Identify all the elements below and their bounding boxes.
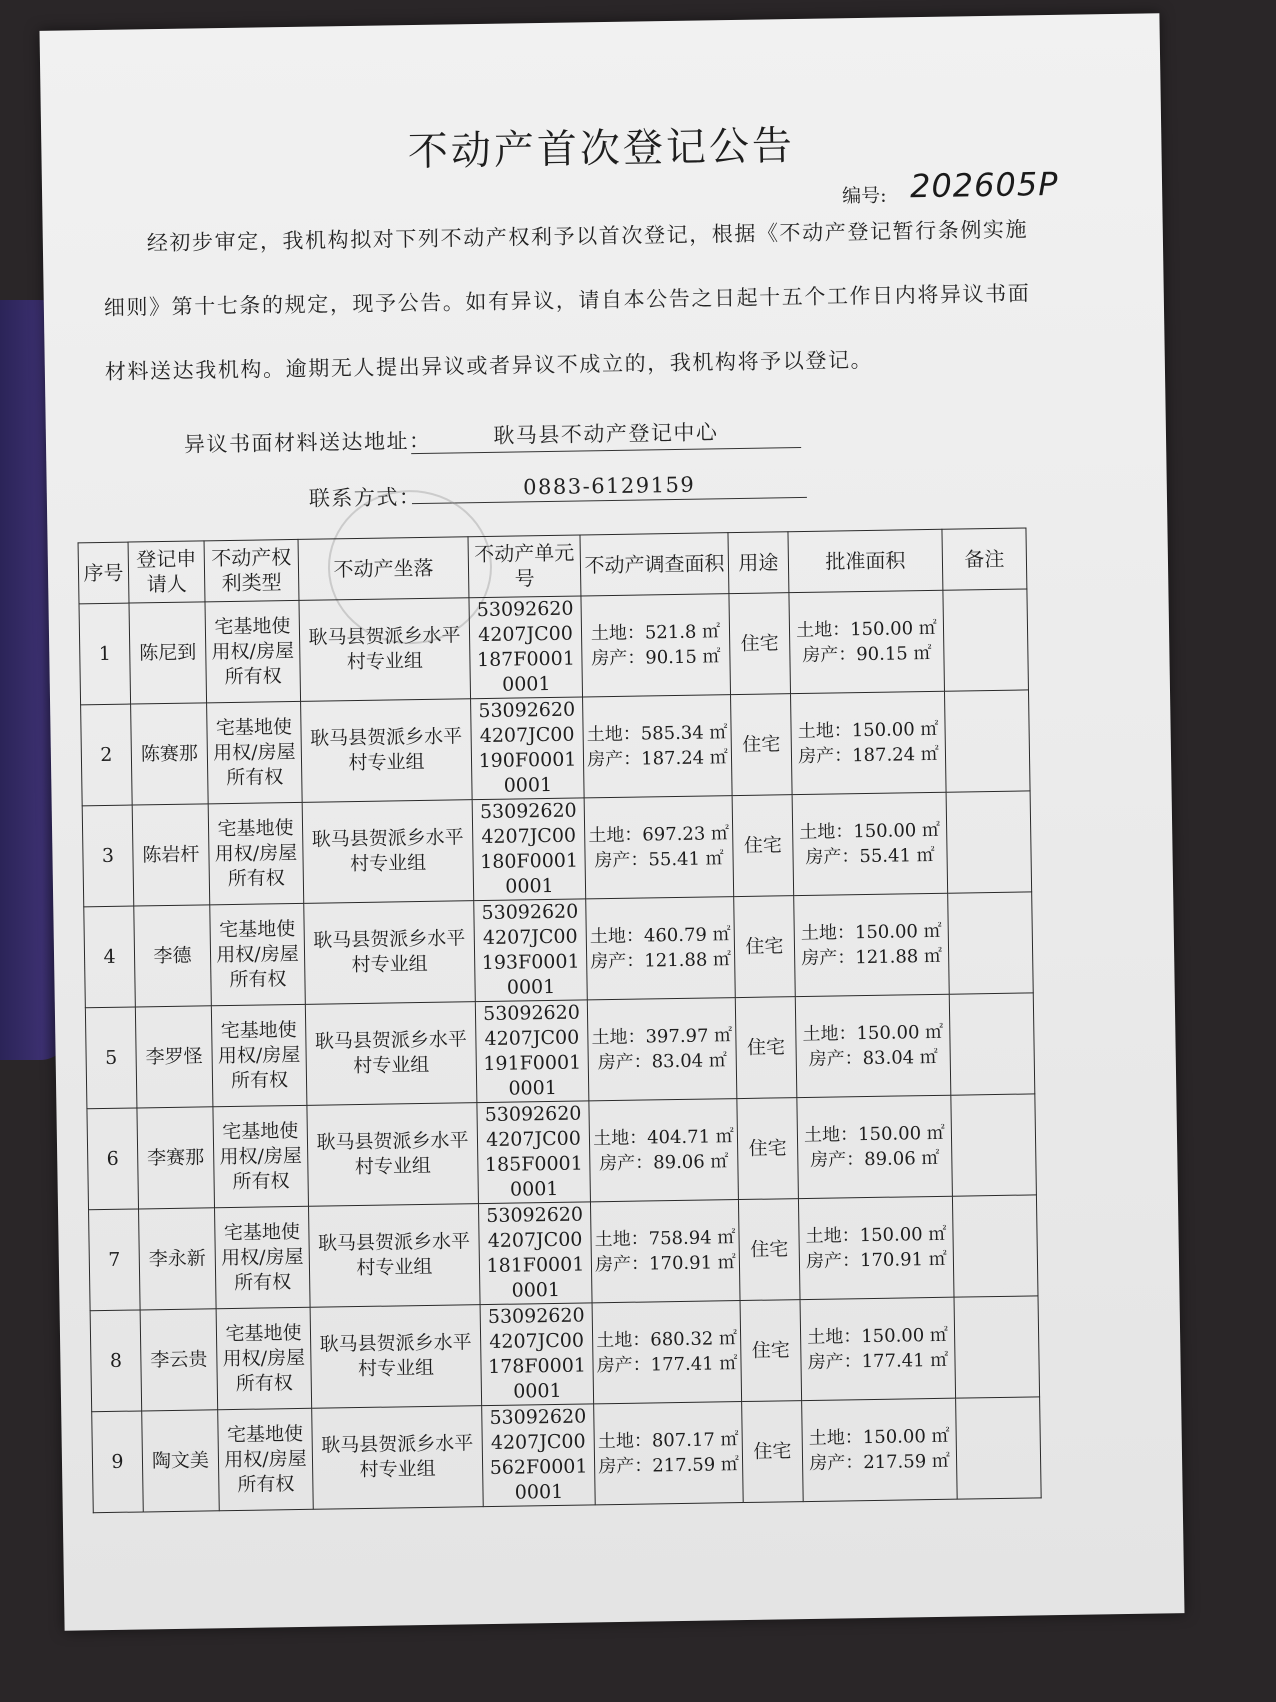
row-approved-area <box>789 590 945 693</box>
approved-land: 土地：150.00 ㎡ <box>797 718 939 743</box>
row-approved-area <box>791 691 947 794</box>
header-right-type: 不动产权利类型 <box>204 539 299 601</box>
row-right-type: 宅基地使用权/房屋所有权 <box>211 1004 307 1106</box>
survey-house: 房产：90.15 ㎡ <box>591 646 721 670</box>
row-use: 住宅 <box>732 795 794 897</box>
approved-land: 土地：150.00 ㎡ <box>795 617 938 642</box>
row-location: 耿马县贺派乡水平村专业组 <box>305 1002 477 1106</box>
header-note: 备注 <box>942 528 1027 590</box>
approved-house: 房产：170.91 ㎡ <box>805 1248 947 1273</box>
survey-land: 土地：404.71 ㎡ <box>592 1126 734 1150</box>
row-no: 2 <box>81 704 133 806</box>
row-approved-area <box>792 792 948 895</box>
row-note <box>954 1296 1040 1398</box>
approved-house: 房产：121.88 ㎡ <box>801 945 943 970</box>
table-row <box>90 1296 1039 1412</box>
survey-land: 土地：397.97 ㎡ <box>591 1025 733 1049</box>
row-approved-area <box>797 1095 953 1198</box>
row-unit-no: 530926204207JC00180F00010001 <box>472 798 586 901</box>
approved-land: 土地：150.00 ㎡ <box>803 1122 945 1147</box>
survey-land: 土地：807.17 ㎡ <box>597 1429 739 1453</box>
row-survey-area <box>590 1200 740 1303</box>
row-survey-area <box>592 1301 742 1404</box>
approved-land: 土地：150.00 ㎡ <box>805 1223 947 1248</box>
row-no: 9 <box>92 1411 144 1513</box>
row-use: 住宅 <box>731 694 793 796</box>
row-approved-area <box>794 893 950 996</box>
row-right-type: 宅基地使用权/房屋所有权 <box>205 600 301 702</box>
table-row <box>81 690 1030 806</box>
approved-house: 房产：90.15 ㎡ <box>802 642 932 666</box>
row-survey-area <box>584 796 734 899</box>
serial-label: 编号: <box>842 184 887 208</box>
row-note <box>943 589 1029 691</box>
row-note <box>956 1397 1042 1499</box>
row-survey-area <box>586 897 736 1000</box>
intro-line-3: 材料送达我机构。逾期无人提出异议或者异议不成立的，我机构将予以登记。 <box>104 347 874 384</box>
row-no: 4 <box>84 906 136 1008</box>
notice-paper <box>40 13 1185 1630</box>
row-location: 耿马县贺派乡水平村专业组 <box>304 901 476 1005</box>
approved-house: 房产：187.24 ㎡ <box>797 743 940 768</box>
table-row <box>79 589 1028 705</box>
row-note <box>951 1094 1037 1196</box>
survey-house: 房产：121.88 ㎡ <box>590 949 732 973</box>
row-note <box>948 892 1034 994</box>
survey-house: 房产：170.91 ㎡ <box>594 1252 736 1276</box>
row-use: 住宅 <box>737 1098 799 1200</box>
survey-land: 土地：460.79 ㎡ <box>589 924 731 948</box>
row-no: 7 <box>89 1209 141 1311</box>
row-applicant: 陈尼到 <box>129 602 207 704</box>
row-use: 住宅 <box>729 593 791 695</box>
row-unit-no: 530926204207JC00178F00010001 <box>480 1303 594 1406</box>
header-no: 序号 <box>78 542 129 604</box>
row-right-type: 宅基地使用权/房屋所有权 <box>215 1206 311 1308</box>
header-approved-area: 批准面积 <box>788 529 943 592</box>
row-approved-area <box>798 1196 954 1299</box>
row-use: 住宅 <box>734 896 796 998</box>
survey-house: 房产：89.06 ㎡ <box>599 1151 729 1175</box>
row-approved-area <box>795 994 951 1097</box>
row-unit-no: 530926204207JC00190F00010001 <box>471 697 585 800</box>
row-approved-area <box>800 1297 956 1400</box>
table-row <box>92 1397 1041 1513</box>
row-unit-no: 530926204207JC00181F00010001 <box>478 1202 592 1305</box>
row-unit-no: 530926204207JC00187F00010001 <box>469 596 583 699</box>
row-applicant: 陈岩杆 <box>132 804 210 906</box>
header-applicant: 登记申请人 <box>128 541 205 603</box>
survey-house: 房产：55.41 ㎡ <box>594 848 724 872</box>
row-approved-area <box>802 1398 958 1501</box>
row-location: 耿马县贺派乡水平村专业组 <box>299 598 471 702</box>
header-use: 用途 <box>728 532 789 594</box>
row-location: 耿马县贺派乡水平村专业组 <box>302 800 474 904</box>
row-no: 3 <box>82 805 134 907</box>
row-survey-area <box>594 1402 744 1505</box>
survey-house: 房产：217.59 ㎡ <box>598 1454 740 1478</box>
row-location: 耿马县贺派乡水平村专业组 <box>307 1103 479 1207</box>
row-no: 8 <box>90 1310 142 1412</box>
table-row <box>89 1195 1038 1311</box>
row-survey-area <box>583 695 733 798</box>
table-row <box>85 993 1034 1109</box>
row-location: 耿马县贺派乡水平村专业组 <box>310 1305 482 1409</box>
row-unit-no: 530926204207JC00185F00010001 <box>477 1101 591 1204</box>
row-location: 耿马县贺派乡水平村专业组 <box>308 1204 480 1308</box>
approved-house: 房产：177.41 ㎡ <box>807 1349 949 1373</box>
row-no: 5 <box>85 1007 137 1109</box>
row-note <box>949 993 1035 1095</box>
survey-house: 房产：83.04 ㎡ <box>597 1050 728 1074</box>
row-applicant: 陶文美 <box>142 1410 220 1512</box>
survey-house: 房产：177.41 ㎡ <box>596 1353 738 1377</box>
row-location: 耿马县贺派乡水平村专业组 <box>312 1406 484 1510</box>
survey-land: 土地：585.34 ㎡ <box>586 722 728 746</box>
row-note <box>946 791 1032 893</box>
row-right-type: 宅基地使用权/房屋所有权 <box>216 1307 312 1409</box>
row-applicant: 李赛那 <box>137 1107 215 1209</box>
survey-land: 土地：758.94 ㎡ <box>594 1227 736 1251</box>
intro-line-2: 细则》第十七条的规定，现予公告。如有异议，请自本公告之日起十五个工作日内将异议书面 <box>103 281 1031 320</box>
row-note <box>944 690 1030 792</box>
contact-value: 0883-6129159 <box>412 471 807 504</box>
survey-land: 土地：521.8 ㎡ <box>590 621 721 645</box>
row-applicant: 李罗怪 <box>135 1006 213 1108</box>
row-use: 住宅 <box>742 1401 804 1503</box>
intro-line-1: 经初步审定，我机构拟对下列不动产权利予以首次登记，根据《不动产登记暂行条例实施 <box>146 217 1029 256</box>
survey-land: 土地：680.32 ㎡ <box>596 1328 738 1352</box>
row-use: 住宅 <box>738 1199 800 1301</box>
approved-house: 房产：89.06 ㎡ <box>810 1147 940 1171</box>
approved-land: 土地：150.00 ㎡ <box>808 1425 950 1449</box>
row-note <box>952 1195 1038 1297</box>
row-survey-area <box>587 998 737 1101</box>
approved-land: 土地：150.00 ㎡ <box>800 920 942 945</box>
row-applicant: 陈赛那 <box>131 703 209 805</box>
header-unit-no: 不动产单元号 <box>468 535 581 598</box>
row-applicant: 李永新 <box>139 1208 217 1310</box>
row-use: 住宅 <box>735 997 797 1099</box>
approved-land: 土地：150.00 ㎡ <box>807 1324 949 1348</box>
row-unit-no: 530926204207JC00193F00010001 <box>474 899 588 1002</box>
approved-land: 土地：150.00 ㎡ <box>802 1021 944 1046</box>
row-location: 耿马县贺派乡水平村专业组 <box>301 699 473 803</box>
row-survey-area <box>589 1099 739 1202</box>
row-unit-no: 530926204207JC00191F00010001 <box>475 1000 589 1103</box>
row-right-type: 宅基地使用权/房屋所有权 <box>207 701 303 803</box>
row-right-type: 宅基地使用权/房屋所有权 <box>213 1105 309 1207</box>
row-right-type: 宅基地使用权/房屋所有权 <box>208 802 304 904</box>
approved-land: 土地：150.00 ㎡ <box>799 819 941 844</box>
row-applicant: 李云贵 <box>140 1309 218 1411</box>
survey-land: 土地：697.23 ㎡ <box>588 823 730 847</box>
approved-house: 房产：217.59 ㎡ <box>809 1450 951 1474</box>
row-no: 1 <box>79 603 131 705</box>
row-use: 住宅 <box>740 1300 802 1402</box>
contact-label: 联系方式： <box>308 484 422 511</box>
table-row <box>87 1094 1036 1210</box>
address-value: 耿马县不动产登记中心 <box>411 415 801 454</box>
header-location: 不动产坐落 <box>298 537 469 601</box>
survey-house: 房产：187.24 ㎡ <box>586 747 729 771</box>
row-right-type: 宅基地使用权/房屋所有权 <box>210 903 306 1005</box>
approved-house: 房产：83.04 ㎡ <box>808 1046 939 1070</box>
row-applicant: 李德 <box>134 905 212 1007</box>
page-title: 不动产首次登记公告 <box>407 123 796 176</box>
serial-handwritten-value: 202605P <box>909 164 1059 206</box>
approved-house: 房产：55.41 ㎡ <box>805 844 935 868</box>
registration-table <box>78 527 1042 1513</box>
row-survey-area <box>581 594 731 697</box>
row-unit-no: 530926204207JC00562F00010001 <box>482 1404 596 1507</box>
table-row <box>84 892 1033 1008</box>
header-survey-area: 不动产调查面积 <box>580 533 729 596</box>
address-label: 异议书面材料送达地址： <box>183 428 432 457</box>
row-no: 6 <box>87 1108 139 1210</box>
row-right-type: 宅基地使用权/房屋所有权 <box>218 1408 314 1510</box>
table-row <box>82 791 1031 907</box>
